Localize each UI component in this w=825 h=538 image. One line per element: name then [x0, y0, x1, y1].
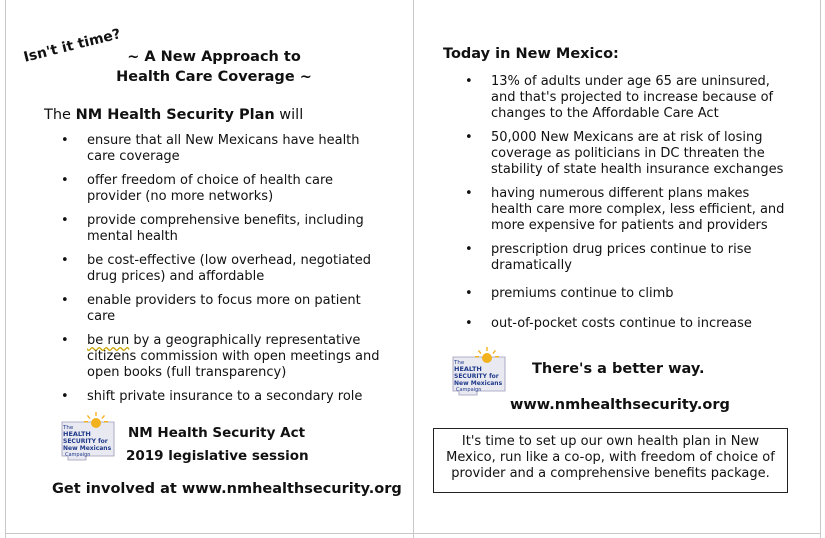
bullet-line: • premiums continue to climb: [491, 286, 674, 301]
bullet-line: • offer freedom of choice of health care: [87, 173, 334, 188]
bullet-line: stability of state health insurance exchanges: [491, 162, 784, 177]
bottom-border: [5, 533, 821, 534]
list-item: [87, 133, 397, 165]
bullet-line: • prescription drug prices continue to rise: [491, 242, 752, 257]
center-divider: [413, 0, 414, 538]
bullet-line: • provide comprehensive benefits, including: [87, 213, 364, 228]
right-border: [820, 0, 821, 538]
bullet-line: changes to the Affordable Care Act: [491, 106, 719, 121]
bullet-line: coverage as politicians in DC threaten the: [491, 146, 765, 161]
left-border: [5, 0, 6, 538]
bullet-line: • shift private insurance to a secondary role: [87, 389, 363, 404]
list-item: [491, 242, 811, 274]
bullet-line: • having numerous different plans makes: [491, 186, 750, 201]
callout-line: provider and a comprehensive benefits package.: [451, 466, 770, 481]
title-line-2: Health Care Coverage ~: [116, 69, 312, 85]
list-item: [87, 213, 397, 245]
bullet-line: • ensure that all New Mexicans have health: [87, 133, 360, 148]
today-heading: Today in New Mexico:: [443, 46, 619, 62]
act-title: NM Health Security Act: [128, 425, 306, 441]
list-item: [87, 333, 397, 381]
callout-line: It's time to set up our own health plan in New: [461, 434, 760, 449]
bullet-line: • 13% of adults under age 65 are uninsured,: [491, 74, 770, 89]
bullet-line: citizens commission with open meetings and: [87, 349, 380, 364]
logo-text-line: HEALTH: [63, 430, 91, 438]
logo-text-line: New Mexicans: [454, 380, 503, 387]
list-item: [491, 186, 811, 234]
bullet-line: • out-of-pocket costs continue to increase: [491, 316, 752, 331]
spellcheck-underlined-text: be run: [87, 333, 130, 348]
list-item: [491, 74, 811, 122]
list-item: [491, 130, 811, 178]
list-item: [87, 293, 397, 325]
bullet-line: • enable providers to focus more on patient: [87, 293, 361, 308]
get-involved: Get involved at www.nmhealthsecurity.org: [52, 481, 402, 497]
plan-name: NM Health Security Plan: [75, 107, 275, 123]
logo-text-line: The: [454, 360, 465, 366]
bullet-line: open books (full transparency): [87, 365, 287, 380]
bullet-line: and that's projected to increase because of: [491, 90, 774, 105]
bullet-line: care: [87, 309, 116, 324]
logo-text-line: SECURITY for: [63, 438, 108, 445]
today-facts-list: [491, 74, 811, 332]
act-session: 2019 legislative session: [126, 448, 309, 464]
bullet-line: more expensive for patients and providers: [491, 218, 768, 233]
bullet-line: • be cost-effective (low overhead, negotiated: [87, 253, 372, 268]
callout-line: Mexico, run like a co-op, with freedom of choice of: [446, 450, 775, 465]
bullet-line-rest: by a geographically representative: [129, 333, 361, 348]
list-item: [491, 286, 811, 302]
bullet-line: provider (no more networks): [87, 189, 274, 204]
campaign-logo: [56, 412, 122, 464]
bullet-line: [87, 333, 397, 349]
intro-text: [44, 107, 303, 123]
bullet-line: mental health: [87, 229, 178, 244]
logo-text-line: Campaign: [65, 452, 91, 458]
campaign-logo-graphic: [447, 347, 513, 399]
logo-text-line: SECURITY for: [454, 373, 499, 380]
list-item: [87, 389, 397, 405]
logo-text-line: Campaign: [456, 387, 482, 393]
callout-box: [433, 428, 788, 493]
bullet-line: drug prices) and affordable: [87, 269, 265, 284]
logo-text-line: New Mexicans: [63, 445, 112, 452]
intro-suffix: will: [279, 107, 304, 123]
list-item: [87, 173, 397, 205]
title-line-1: ~ A New Approach to: [127, 49, 301, 65]
bullet-line: health care more complex, less efficient, and: [491, 202, 785, 217]
plan-benefits-list: [87, 133, 397, 405]
campaign-logo-graphic: [56, 412, 122, 464]
page-title: [104, 47, 324, 87]
intro-prefix: The: [44, 107, 71, 123]
campaign-logo: [447, 347, 513, 399]
bullet-line: dramatically: [491, 258, 572, 273]
better-way: There's a better way.: [532, 361, 705, 377]
list-item: [87, 253, 397, 285]
list-item: [491, 316, 811, 332]
tagline: Isn't it time?: [22, 26, 123, 66]
logo-text-line: The: [63, 425, 74, 431]
bullet-line: • 50,000 New Mexicans are at risk of losing: [491, 130, 763, 145]
website-link[interactable]: www.nmhealthsecurity.org: [510, 397, 730, 413]
logo-text-line: HEALTH: [454, 365, 482, 373]
bullet-line: care coverage: [87, 149, 180, 164]
